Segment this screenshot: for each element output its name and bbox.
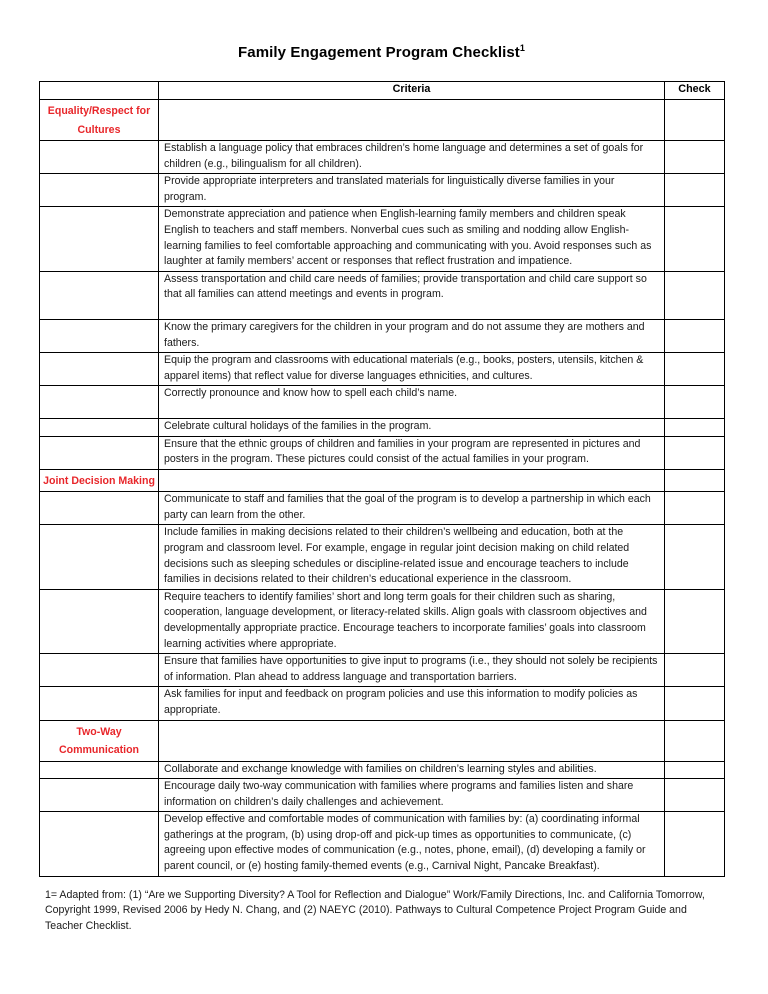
criteria-cell: Communicate to staff and families that the goal of the program is to develop a partnership in which each party can learn from the other. (159, 492, 665, 525)
checklist-body (40, 100, 725, 877)
category-row (40, 720, 725, 761)
category-cell (40, 271, 159, 319)
check-cell[interactable] (665, 525, 725, 589)
category-cell (40, 207, 159, 271)
criteria-row (40, 687, 725, 720)
check-cell[interactable] (665, 761, 725, 779)
category-cell (40, 589, 159, 653)
criteria-cell: Encourage daily two-way communication with families where programs and families listen and share information on children’s daily challenges and achievement. (159, 779, 665, 812)
criteria-row (40, 654, 725, 687)
category-cell (40, 469, 159, 492)
criteria-cell: Ensure that families have opportunities to give input to programs (i.e., they should not solely be recipients of information. Plan ahead to address language and transportation barriers. (159, 654, 665, 687)
criteria-cell (159, 469, 665, 492)
check-cell[interactable] (665, 353, 725, 386)
check-cell[interactable] (665, 319, 725, 352)
criteria-cell: Demonstrate appreciation and patience when English-learning family members and children speak English to teachers and staff members. Nonverbal cues such as smiling and nodding allow English-learning families to feel comfortable approaching and communicating with you. Avoid responses such as laughter at family members’ accent or responses that reflect frustration and impatience. (159, 207, 665, 271)
check-cell[interactable] (665, 812, 725, 876)
category-cell (40, 141, 159, 174)
criteria-cell: Require teachers to identify families’ short and long term goals for their children such as sharing, cooperation, language development, or literacy-related skills. Align goals with classroom objectives and developmentally appropriate practice. Encourage teachers to incorporate families’ goals into classroom learning activities where appropriate. (159, 589, 665, 653)
category-cell (40, 761, 159, 779)
check-cell[interactable] (665, 469, 725, 492)
criteria-cell: Develop effective and comfortable modes of communication with families by: (a) coordinating informal gatherings at the program, (b) using drop-off and pick-up times as opportunities to communicate, (c) agreeing upon effective modes of communication (e.g., notes, phone, email), (d) developing a family or parent council, or (e) hosting family-themed events (e.g., Carnival Night, Pancake Breakfast). (159, 812, 665, 876)
category-label: Two-Way Communication (58, 725, 140, 756)
criteria-row (40, 353, 725, 386)
page-title-text: Family Engagement Program Checklist (237, 44, 520, 61)
category-label: Joint Decision Making (43, 474, 155, 487)
criteria-row (40, 386, 725, 419)
check-cell[interactable] (665, 720, 725, 761)
criteria-cell: Celebrate cultural holidays of the families in the program. (159, 418, 665, 436)
check-cell[interactable] (665, 779, 725, 812)
column-header-check: Check (665, 82, 725, 100)
check-cell[interactable] (665, 492, 725, 525)
check-cell[interactable] (665, 418, 725, 436)
criteria-row (40, 812, 725, 876)
check-cell[interactable] (665, 100, 725, 141)
criteria-cell: Provide appropriate interpreters and translated materials for linguistically diverse families in your program. (159, 174, 665, 207)
header-row (40, 82, 725, 100)
check-cell[interactable] (665, 141, 725, 174)
criteria-cell: Ask families for input and feedback on program policies and use this information to modify policies as appropriate. (159, 687, 665, 720)
column-header-category (40, 82, 159, 100)
criteria-row (40, 492, 725, 525)
category-cell (40, 353, 159, 386)
check-cell[interactable] (665, 386, 725, 419)
page-title-footnote-marker: 1 (519, 43, 526, 53)
category-cell (40, 720, 159, 761)
criteria-row (40, 207, 725, 271)
criteria-row (40, 174, 725, 207)
category-cell (40, 418, 159, 436)
criteria-row (40, 525, 725, 589)
criteria-cell (159, 100, 665, 141)
category-cell (40, 319, 159, 352)
category-cell (40, 525, 159, 589)
category-cell (40, 436, 159, 469)
page-title (39, 44, 724, 61)
criteria-cell: Include families in making decisions related to their children’s wellbeing and education, both at the program and classroom level. For example, engage in regular joint decision making on child related decisions such as sleeping schedules or discipline-related issue and encourage teachers to include families in decisions related to their children’s educational experience in the classroom. (159, 525, 665, 589)
criteria-row (40, 589, 725, 653)
check-cell[interactable] (665, 589, 725, 653)
category-cell (40, 779, 159, 812)
criteria-cell: Ensure that the ethnic groups of children and families in your program are represented in pictures and posters in the program. These pictures could consist of the actual families in your program. (159, 436, 665, 469)
criteria-row (40, 779, 725, 812)
category-cell (40, 100, 159, 141)
criteria-cell: Know the primary caregivers for the children in your program and do not assume they are mothers and fathers. (159, 319, 665, 352)
check-cell[interactable] (665, 687, 725, 720)
category-label: Equality/Respect for Cultures (47, 105, 151, 136)
category-cell (40, 654, 159, 687)
category-cell (40, 687, 159, 720)
category-cell (40, 812, 159, 876)
criteria-cell: Correctly pronounce and know how to spell each child’s name. (159, 386, 665, 419)
criteria-row (40, 436, 725, 469)
check-cell[interactable] (665, 654, 725, 687)
check-cell[interactable] (665, 207, 725, 271)
check-cell[interactable] (665, 436, 725, 469)
criteria-row (40, 141, 725, 174)
criteria-row (40, 418, 725, 436)
criteria-cell: Establish a language policy that embraces children’s home language and determines a set of goals for children (e.g., bilingualism for all children). (159, 141, 665, 174)
criteria-cell: Collaborate and exchange knowledge with families on children’s learning styles and abilities. (159, 761, 665, 779)
criteria-row (40, 271, 725, 319)
category-cell (40, 492, 159, 525)
criteria-row (40, 319, 725, 352)
column-header-criteria: Criteria (159, 82, 665, 100)
category-row (40, 469, 725, 492)
category-cell (40, 174, 159, 207)
category-row (40, 100, 725, 141)
criteria-cell (159, 720, 665, 761)
category-cell (40, 386, 159, 419)
footnote: 1= Adapted from: (1) “Are we Supporting Diversity? A Tool for Reflection and Dialogue” Work/Family Directions, Inc. and California Tomorrow, Copyright 1999, Revised 2006 by Hedy N. Chang, and (2) NAEYC (2010). Pathways to Cultural Competence Project Program Guide and Teacher Checklist. (45, 888, 705, 933)
criteria-row (40, 761, 725, 779)
check-cell[interactable] (665, 174, 725, 207)
criteria-cell: Equip the program and classrooms with educational materials (e.g., books, posters, utensils, kitchen & apparel items) that reflect value for diverse languages ethnicities, and cultures. (159, 353, 665, 386)
check-cell[interactable] (665, 271, 725, 319)
criteria-cell: Assess transportation and child care needs of families; provide transportation and child care support so that all families can attend meetings and events in program. (159, 271, 665, 319)
checklist-table (39, 81, 725, 877)
